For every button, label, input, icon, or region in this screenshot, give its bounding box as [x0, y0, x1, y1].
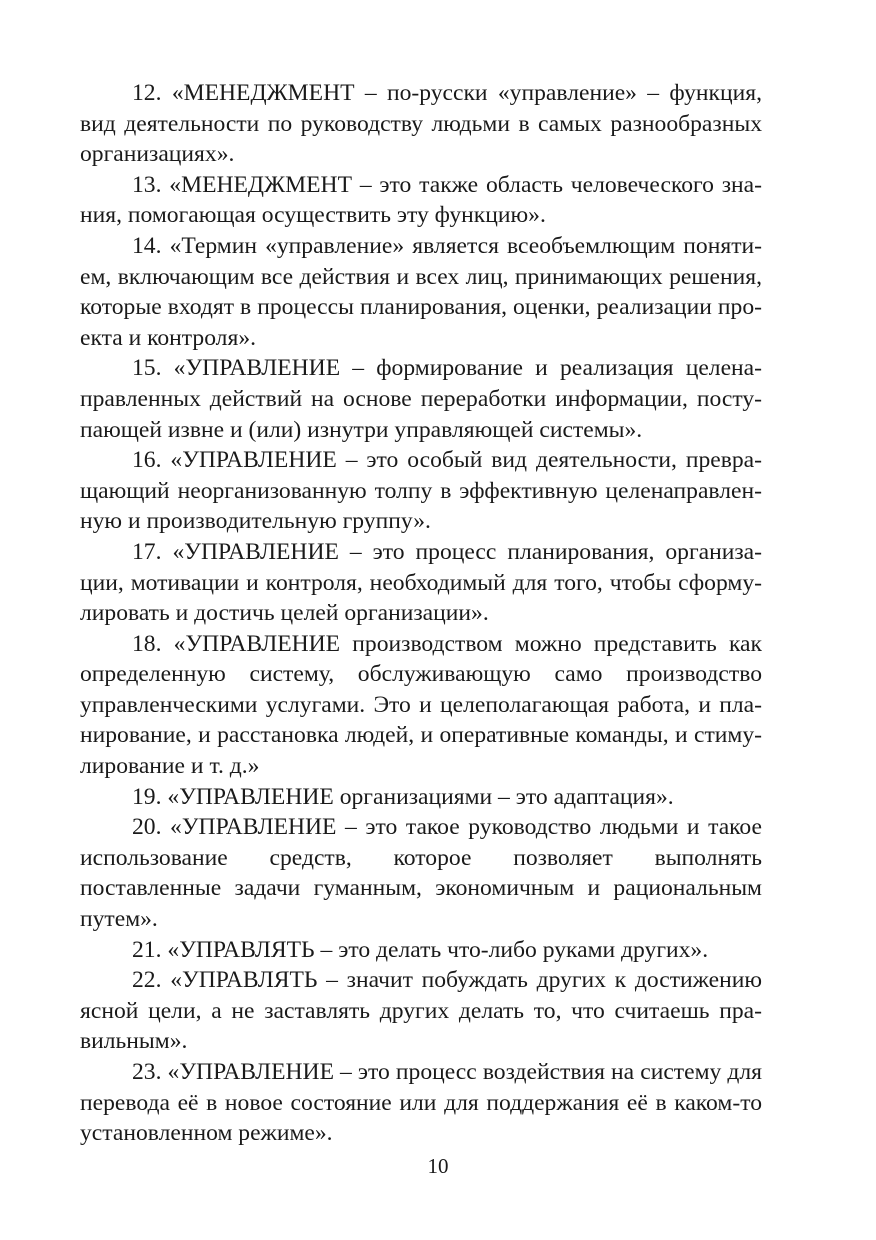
page-number: 10 [427, 1154, 449, 1178]
definition-paragraph-20: 20. «УПРАВЛЕНИЕ – это такое руководство людьми и такое использование средств, которое позволяет выполнять поставленные задачи гуманным, экономичным и рациональным путем». [80, 814, 762, 933]
definition-paragraph-19: 19. «УПРАВЛЕНИЕ организациями – это адаптация». [132, 783, 674, 810]
definition-paragraph-16: 16. «УПРАВЛЕНИЕ – это особый вид деятельности, превращающий неорганизованную толпу в эффективную целенаправленную и производительную группу». [80, 447, 762, 535]
definition-paragraph-21: 21. «УПРАВЛЯТЬ – это делать что-либо руками других». [132, 936, 709, 963]
definition-paragraph-13: 13. «МЕНЕДЖМЕНТ – это также область человеческого знания, помогающая осуществить эту функцию». [80, 171, 762, 229]
page-body [80, 78, 762, 1149]
definition-paragraph-23: 23. «УПРАВЛЕНИЕ – это процесс воздействия на систему для перевода её в новое состояние или для поддержания её в каком-то установленном режиме». [80, 1059, 762, 1147]
definition-paragraph-22: 22. «УПРАВЛЯТЬ – значит побуждать других к достижению ясной цели, а не заставлять других делать то, что считаешь правильным». [80, 967, 762, 1055]
definition-paragraph-15: 15. «УПРАВЛЕНИЕ – формирование и реализация целенаправленных действий на основе переработки информации, поступающей извне и (или) изнутри управляющей системы». [80, 355, 762, 443]
definition-paragraph-18: 18. «УПРАВЛЕНИЕ производством можно представить как определенную систему, обслуживающую само производство управленческими услугами. Это и целеполагающая работа, и планирование, и расстановка людей, и оперативные команды, и стимулирование и т. д.» [80, 630, 762, 780]
definition-paragraph-14: 14. «Термин «управление» является всеобъемлющим понятием, включающим все действия и всех лиц, принимающих решения, которые входят в процессы планирования, оценки, реализации проекта и контроля». [80, 232, 762, 351]
definition-paragraph-12: 12. «МЕНЕДЖМЕНТ – по-русски «управление» – функция, вид деятельности по руководству людьми в самых разнообразных организациях». [80, 80, 762, 168]
definition-paragraph-17: 17. «УПРАВЛЕНИЕ – это процесс планирования, организации, мотивации и контроля, необходимый для того, чтобы сформулировать и достичь целей организации». [80, 538, 762, 627]
